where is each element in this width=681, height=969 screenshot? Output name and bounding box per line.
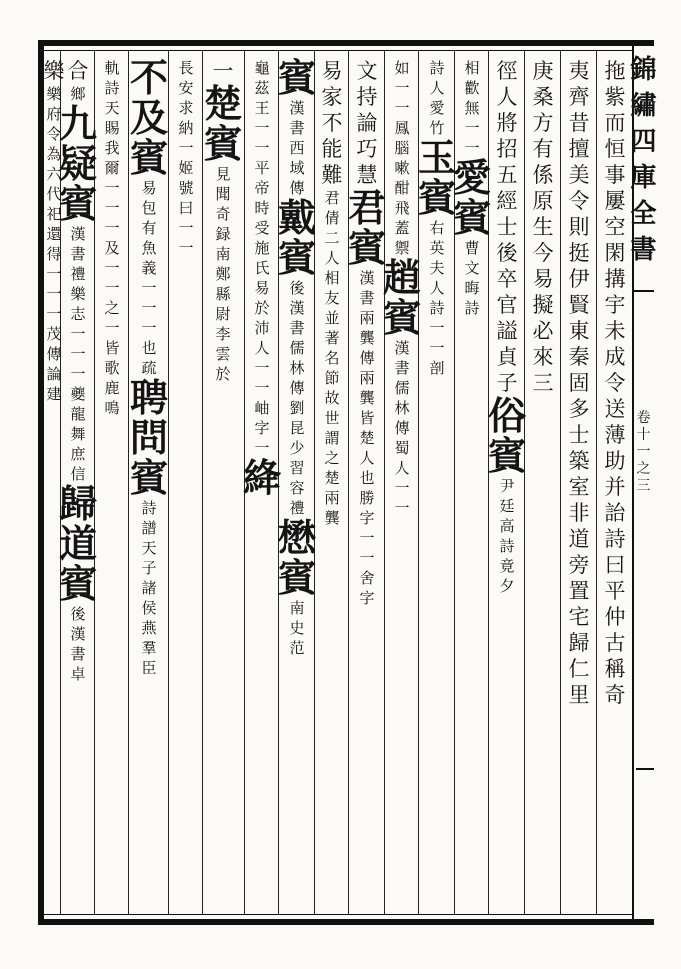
volume-char: 卷 [636,410,651,426]
heading-term: 賓 [278,235,317,280]
heading-term: 賓 [59,181,98,226]
text-segment: 文 持 論 巧 慧 [356,59,378,187]
heading-term: 絳 [243,455,282,500]
text-column [316,58,348,528]
column-rule [384,50,385,914]
heading-term: 賓 [278,555,317,600]
heading-term: 聘 [130,375,169,420]
column-rule [560,50,561,914]
text-column [243,58,282,500]
heading-term: 賓 [204,121,243,166]
column-rule [314,50,315,914]
volume-char: 之 [636,461,651,477]
heading-term: 賓 [348,225,387,270]
heading-term: 戴 [278,195,317,240]
heading-term: 賓 [453,195,492,240]
text-segment: 右 英 夫 人 詩 一 一 剖 [429,219,445,377]
text-segment: 樂 府 令 為 六 代 祀 還 得 一 一 一 [46,85,62,323]
banner-char: 繡 [630,91,657,121]
banner-char: 全 [630,199,657,229]
text-segment: 夷 齊 昔 擅 美 令 則 挺 伊 賢 東 秦 固 多 士 築 室 非 道 旁 置 宅 歸 仁 里 [568,59,590,707]
heading-term: 俗 [488,393,527,438]
text-segment: 平 帝 時 受 施 氏 易 於 沛 人 一 一 [254,159,270,397]
text-segment: 龜 茲 王 一 一 [254,59,270,157]
heading-term: 道 [59,521,98,566]
text-segment: 一 [212,59,234,83]
text-column [130,55,169,678]
text-column [598,58,632,708]
text-segment: 長 安 求 納 一 姬 號 曰 一 一 [178,59,194,257]
text-segment: 後 漢 書 卓 [70,605,86,683]
text-segment: 尹 廷 高 詩 竟 夕 [499,477,515,595]
text-column [170,58,202,258]
text-segment: 徑 人 將 招 五 經 士 後 卒 官 謚 貞 子 [496,59,518,395]
column-rule [202,50,203,914]
heading-term: 賓 [488,433,527,478]
text-segment: 漢 書 西 域 傳 [289,99,305,197]
banner-char: 書 [630,235,657,265]
text-column [453,58,492,318]
heading-term: 歸 [59,481,98,526]
text-column [59,58,98,684]
text-segment: 鳳 腦 嗽 酣 飛 蓋 禦 [394,119,410,257]
text-segment: 庚 桑 方 有 係 原 生 今 易 擬 必 來 三 [532,59,554,395]
column-rule [128,50,129,914]
heading-term: 懋 [278,515,317,560]
banner-char: 錦 [630,55,657,85]
text-segment: 易 包 有 魚 義 一 一 一 也 疏 [141,179,157,377]
text-column [348,58,387,608]
text-segment: 軌 詩 天 賜 我 爾 一 一 一 [104,59,120,237]
book-title [630,42,657,292]
banner-char: 四 [630,127,657,157]
text-column [562,58,596,708]
text-segment: 易 家 不 能 難 [321,59,343,187]
heading-term: 趙 [383,255,422,300]
text-column [418,58,457,378]
text-segment: 詩 人 愛 竹 [429,59,445,137]
text-segment: 及 一 一 之 一 皆 歌 鹿 鳴 [104,239,120,417]
text-column [96,58,128,418]
column-rule [524,50,525,914]
heading-term: 疑 [59,141,98,186]
volume-char: 三 [636,478,651,494]
heading-term: 賓 [130,455,169,500]
banner-char: 庫 [630,163,657,193]
column-rule [168,50,169,914]
column-rule [596,50,597,914]
text-column [383,58,422,518]
heading-term: 楚 [204,81,243,126]
text-segment: 君 倩 二 人 相 友 並 著 名 節 故 世 謂 之 楚 兩 龔 [324,189,340,527]
text-segment: 漢 書 禮 樂 志 一 一 一 夔 龍 舞 庶 信 [70,225,86,483]
volume-number [633,410,654,495]
text-column [44,58,64,404]
text-column [278,55,317,658]
text-column [204,58,242,384]
heading-term: 賓 [130,135,169,180]
heading-term: 九 [59,101,98,146]
text-segment: 漢 書 儒 林 傳 蜀 人 一 一 [394,339,410,517]
volume-char: 十 [636,427,651,443]
text-segment: 見 聞 奇 録 南 鄭 縣 尉 李 雲 於 [215,165,231,383]
bottom-rule [44,914,632,915]
text-segment: 相 歡 無 一 一 [464,59,480,157]
text-column [526,58,560,396]
text-segment: 合 [67,59,89,83]
heading-term: 賓 [383,295,422,340]
column-rule [348,50,349,914]
text-segment: 拖 紫 而 恒 事 屢 空 閑 搆 宇 未 成 令 送 薄 助 并 詒 詩 曰 平 仲 古 稱 奇 [604,59,626,707]
heading-term: 玉 [418,135,457,180]
text-segment: 曹 文 晦 詩 [464,239,480,317]
text-segment: 茂 傳 論 建 [46,325,62,403]
text-segment: 南 史 范 [289,599,305,657]
text-segment: 岫 字 一 [254,399,270,457]
top-rule [44,50,632,51]
text-segment: 鄉 [70,85,86,103]
text-column [488,58,527,596]
heading-term: 君 [348,185,387,230]
heading-term: 賓 [418,175,457,220]
text-segment: 漢 書 兩 龔 傳 兩 龔 皆 楚 人 也 勝 字 一 一 舍 字 [359,269,375,607]
heading-term: 賓 [59,561,98,606]
heading-term: 愛 [453,155,492,200]
margin-mark [636,768,654,770]
volume-char: 一 [636,444,651,460]
heading-term: 賓 [278,55,317,100]
text-segment: 後 漢 書 儒 林 傳 劉 昆 少 習 容 禮 [289,279,305,517]
heading-term: 問 [130,415,169,460]
heading-term: 及 [130,95,169,140]
text-segment: 如 一 一 [394,59,410,117]
text-segment: 樂 [43,59,65,83]
text-segment: 詩 譜 天 子 諸 侯 燕 羣 臣 [141,499,157,677]
heading-term: 不 [130,55,169,100]
